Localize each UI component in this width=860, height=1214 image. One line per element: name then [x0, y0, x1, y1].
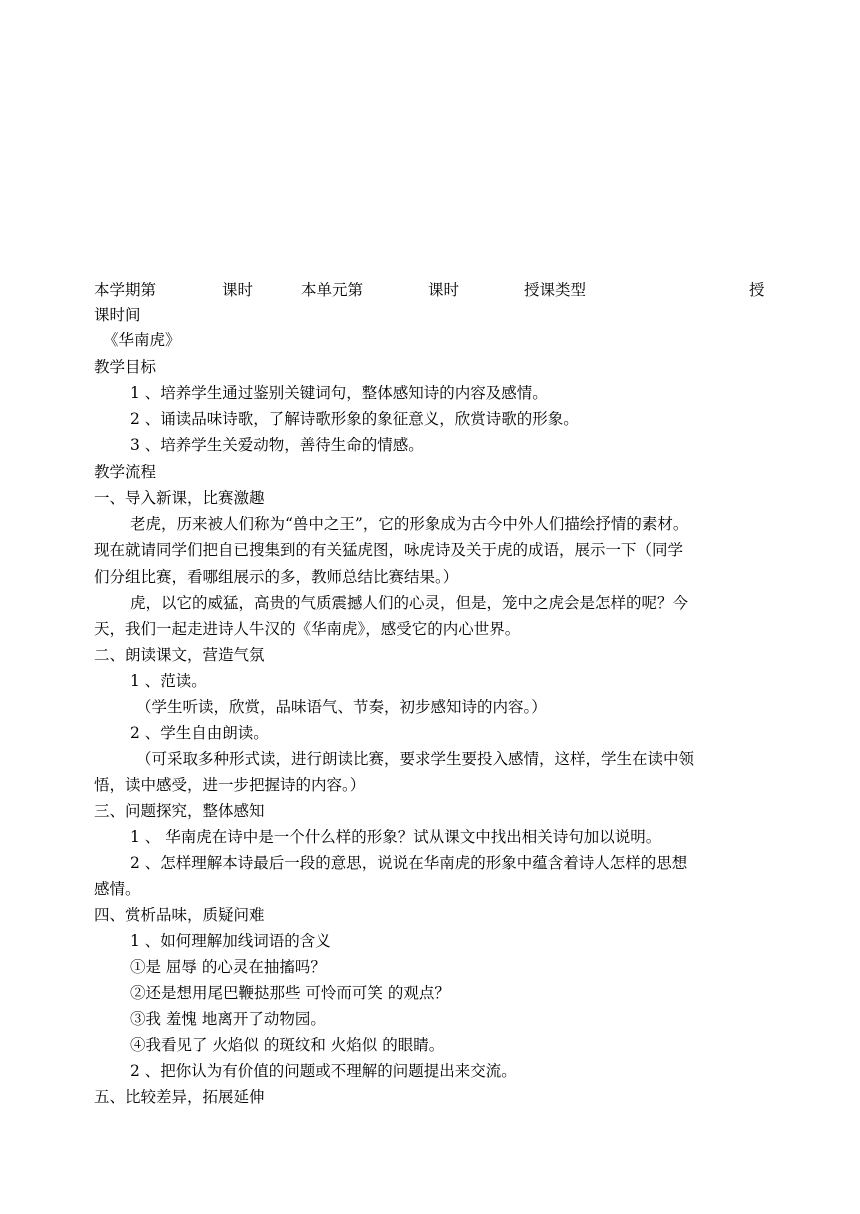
paragraph-line: 们分组比赛，看哪组展示的多，教师总结比赛结果。）	[94, 568, 459, 586]
objectives-heading: 教学目标	[94, 358, 157, 376]
note-line: 悟，读中感受，进一步把握诗的内容。）	[94, 776, 366, 794]
lesson-label-2: 课时	[428, 281, 460, 299]
paragraph-line: 虎，以它的威猛，高贵的气质震撼人们的心灵，但是，笼中之虎会是怎样的呢？今	[130, 594, 689, 612]
section-heading: 四、赏析品味，质疑问难	[94, 906, 265, 924]
list-item: 2 、学生自由朗读。	[130, 724, 269, 742]
header-row	[94, 280, 774, 300]
teach-time-label-a: 授	[749, 281, 765, 299]
objective-item: 1 、培养学生通过鉴别关键词句，整体感知诗的内容及感情。	[130, 384, 548, 402]
note-line: （可采取多种形式读，进行朗读比赛，要求学生要投入感情，这样，学生在读中领	[136, 750, 695, 768]
list-item: 1 、如何理解加线词语的含义	[130, 932, 331, 950]
list-item: 1 、范读。	[130, 672, 207, 690]
paragraph-line: 天，我们一起走进诗人牛汉的《华南虎》，感受它的内心世界。	[94, 620, 521, 638]
section-heading: 三、问题探究，整体感知	[94, 802, 265, 820]
question-item: ②还是想用尾巴鞭挞那些 可怜而可笑 的观点？	[130, 984, 450, 1002]
question-item: ④我看见了 火焰似 的斑纹和 火焰似 的眼睛。	[130, 1036, 445, 1054]
paragraph-line: 现在就请同学们把自已搜集到的有关猛虎图，咏虎诗及关于虎的成语，展示一下（同学	[94, 541, 684, 559]
list-item: 2 、怎样理解本诗最后一段的意思，说说在华南虎的形象中蕴含着诗人怎样的思想	[130, 854, 688, 872]
section-heading: 五、比较差异，拓展延伸	[94, 1088, 265, 1106]
lesson-label-1: 课时	[222, 281, 254, 299]
lesson-type-label: 授课类型	[524, 281, 587, 299]
teach-time-label-b: 课时间	[94, 306, 141, 324]
unit-lesson-label: 本单元第	[301, 281, 364, 299]
question-item: ①是 屈辱 的心灵在抽搐吗？	[130, 958, 326, 976]
section-heading: 二、朗读课文，营造气氛	[94, 646, 265, 664]
note-line: （学生听读，欣赏，品味语气、节奏，初步感知诗的内容。）	[136, 698, 547, 716]
list-item: 2 、把你认为有价值的问题或不理解的问题提出来交流。	[130, 1062, 517, 1080]
section-heading: 一、导入新课，比赛激趣	[94, 489, 265, 507]
list-item-continuation: 感情。	[94, 880, 141, 898]
paragraph-line: 老虎，历来被人们称为“兽中之王”，它的形象成为古今中外人们描绘抒情的素材。	[130, 515, 689, 533]
process-heading: 教学流程	[94, 463, 157, 481]
objective-item: 3 、培养学生关爱动物，善待生命的情感。	[130, 436, 424, 454]
semester-lesson-label: 本学期第	[94, 281, 157, 299]
list-item: 1 、 华南虎在诗中是一个什么样的形象？试从课文中找出相关诗句加以说明。	[130, 828, 662, 846]
lesson-title: 《华南虎》	[103, 331, 181, 349]
objective-item: 2 、诵读品味诗歌，了解诗歌形象的象征意义，欣赏诗歌的形象。	[130, 410, 579, 428]
question-item: ③我 羞愧 地离开了动物园。	[130, 1010, 326, 1028]
